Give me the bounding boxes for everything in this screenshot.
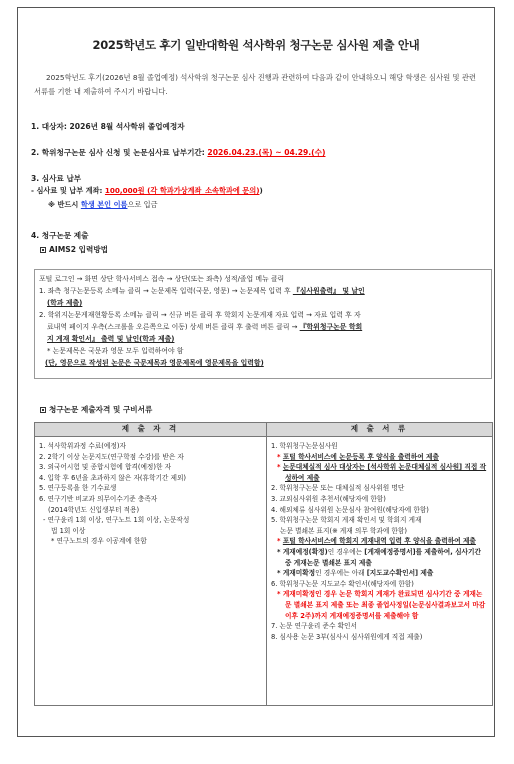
- square-bullet-icon: [40, 407, 46, 413]
- eligibility-item: 6. 연구기반 비교과 의무이수기준 충족자: [39, 494, 158, 503]
- box-line-3: (학과 제출): [47, 299, 83, 307]
- document-bullet-text: 인 경우에는: [327, 547, 365, 556]
- aims2-subheading: [40, 244, 108, 255]
- deposit-note-prefix: ※ 반드시: [48, 200, 81, 209]
- section-2-label: 2. 학위청구논문 심사 신청 및 논문심사료 납부기간:: [31, 148, 208, 157]
- eligibility-item: 4. 입학 후 6년을 초과하지 않은 자(휴학기간 제외): [39, 473, 187, 482]
- submission-period: 2026.04.23.(목) ~ 04.29.(수): [207, 148, 326, 157]
- page-title: 2025학년도 후기 일반대학원 석사학위 청구논문 심사원 제출 안내: [92, 38, 420, 52]
- document-bullet: * 포털 학사서비스에 논문등록 후 양식을 출력하여 제출: [277, 452, 439, 461]
- eligibility-item: 2. 2학기 이상 논문지도(연구학점 수강)를 받은 자: [39, 452, 184, 461]
- deposit-note: [48, 200, 158, 210]
- fee-account-label: - 심사료 및 납부 계좌:: [31, 186, 105, 195]
- document-bullet-text: 포털 학사서비스에 학회지 게재내역 입력 후 양식을 출력하여 제출: [282, 537, 476, 546]
- deposit-note-suffix: 으로 입금: [127, 200, 158, 209]
- requirements-subheading: [40, 404, 152, 415]
- document-item: 5. 학위청구논문 학회지 게재 확인서 및 학회지 게재: [271, 516, 422, 525]
- requirements-subheading-text: 청구논문 제출자격 및 구비서류: [49, 405, 153, 414]
- document-bullet: * 게재미확정인 경우 논문 학회지 게재가 완료되면 심사기간 중 게재논문 별쇄본 표지 제출 또는 최종 졸업사정일(논문심사결과보고서 마감 이후 2주)까지 게재예정증명서를 제출해야 함: [277, 590, 486, 620]
- aims2-subheading-text: AIMS2 입력방법: [49, 245, 108, 254]
- documents-cell: [267, 437, 493, 706]
- document-item: 1. 학위청구논문심사원: [271, 442, 338, 450]
- eligibility-item: * 연구노트의 경우 이공계에 한함: [51, 537, 147, 546]
- document-item: 4. 해외체류 심사위원 논문심사 참여원(해당자에 한함): [271, 505, 429, 514]
- square-bullet-icon: [40, 247, 46, 253]
- box-line-1: 포털 로그인 → 화면 상단 학사서비스 접속 → 상단(또는 좌측) 성적/졸업 메뉴 클릭: [39, 275, 285, 283]
- document-bullet-text: 게재미확정인 경우 논문 학회지 게재가 완료되면 심사기간 중 게재논문 별쇄본 표지 제출 또는 최종 졸업사정일(논문심사결과보고서 마감 이후 2주)까지 게재예정증명서를 제출해야 함: [282, 590, 486, 620]
- box-line-2: [39, 286, 365, 297]
- section-3-label: 3. 심사료 납부: [31, 174, 82, 183]
- document-item: 6. 학위청구논문 지도교수 확인서(해당자에 한함): [271, 579, 414, 588]
- section-4-label: 4. 청구논문 제출: [31, 231, 89, 240]
- document-item: 논문 별쇄본 표지(※ 게재 의무 학과에 한함): [280, 526, 407, 535]
- fee-account-line: [31, 186, 263, 196]
- document-item: 7. 논문 연구윤리 준수 확인서: [271, 622, 357, 631]
- document-item: 2. 학위청구논문 또는 대체실적 심사위원 명단: [271, 484, 405, 493]
- eligibility-item: 3. 외국어시험 및 종합시험에 합격(예정)한 자: [39, 463, 172, 472]
- aims2-instructions-box: [34, 269, 492, 379]
- document-bullet-text: 포털 학사서비스에 논문등록 후 양식을 출력하여 제출: [282, 452, 439, 461]
- section-1-target: 1. 대상자: 2026년 8월 석사학위 졸업예정자: [31, 122, 185, 131]
- document-bullet: * 게재예정(확정)인 경우에는 [게재예정증명서]를 제출하여, 심사기간 중 게재논문 별쇄본 표지 제출: [277, 547, 481, 567]
- box-line-4: 2. 학위지논문게재현황등록 소메뉴 클릭 → 신규 버튼 클릭 후 학회지 논문게재 자료 입력 → 자료 입력 후 자: [39, 311, 361, 319]
- box-line-5-emph: 『학위청구논문 학회: [299, 323, 363, 331]
- eligibility-cell: [35, 437, 267, 706]
- box-line-6: 지 게재 확인서』 출력 및 날인(학과 제출): [47, 335, 175, 343]
- eligibility-item: 1. 석사학위과정 수료(예정)자: [39, 442, 126, 450]
- eligibility-item: 법 1회 이상: [51, 526, 86, 535]
- box-line-2-emph: 『심사원출력』 및 날인: [292, 287, 365, 295]
- document-bullet-text: [지도교수확인서] 제출: [366, 569, 434, 578]
- box-line-5-text: 료내역 페이지 우측(스크롤을 오른쪽으로 이동) 상세 버튼 클릭 후 출력 버튼 클릭 →: [47, 323, 300, 331]
- document-bullet: * 게재미확정인 경우에는 아래 [지도교수확인서] 제출: [277, 569, 434, 578]
- document-bullet-text: [게재예정증명서]를 제출하여, 심사기간 중 게재논문 별쇄본 표지 제출: [285, 547, 481, 567]
- requirements-table: [34, 422, 493, 706]
- eligibility-item: (2014학년도 신입생부터 적용): [48, 505, 140, 514]
- eligibility-item: - 연구윤리 1회 이상, 연구노트 1회 이상, 논문작성: [43, 516, 190, 525]
- document-bullet-text: 논문대체실적 심사 대상자는 [석사학위 논문대체실적 심사원] 직접 작성하여 제출: [282, 463, 487, 482]
- document-item: 3. 교외심사위원 추천서(해당자에 한함): [271, 494, 386, 503]
- fee-amount: 100,000원 (각 학과가상계좌_소속학과에 문의): [104, 186, 260, 195]
- intro-paragraph: 2025학년도 후기(2026년 8월 졸업예정) 석사학위 청구논문 심사 진행과 관련하여 다음과 같이 안내하오니 해당 학생은 심사원 및 관련 서류를 기한 내 제출하여 주시기 바랍니다.: [34, 73, 476, 96]
- box-line-2-text: 1. 좌측 청구논문등록 소메뉴 클릭 → 논문제목 입력(국문, 영문) → 논문제목 입력 후: [39, 287, 293, 295]
- document-item: 8. 심사용 논문 3부(심사시 심사위원에게 직접 제출): [271, 632, 423, 641]
- document-bullet-text: 게재예정(확정): [282, 547, 328, 556]
- document-bullet: * 포털 학사서비스에 학회지 게재내역 입력 후 양식을 출력하여 제출: [277, 537, 476, 546]
- box-line-5: [47, 322, 362, 333]
- document-bullet: * 논문대체실적 심사 대상자는 [석사학위 논문대체실적 심사원] 직접 작성하여 제출: [277, 463, 487, 482]
- header-eligibility: 제 출 자 격: [35, 423, 267, 437]
- fee-close-paren: ): [259, 186, 263, 195]
- eligibility-item: 5. 연구등록을 한 기수료생: [39, 484, 117, 493]
- header-documents: 제 출 서 류: [267, 423, 493, 437]
- box-line-7: * 논문제목은 국문과 영문 모두 입력하여야 함: [47, 347, 184, 355]
- box-line-8: (단, 영문으로 작성된 논문은 국문제목과 영문제목에 영문제목을 입력함): [45, 359, 264, 367]
- student-name-note: 학생 본인 이름: [80, 200, 128, 209]
- section-2-period: [31, 147, 325, 158]
- document-bullet-text: 게재미확정: [282, 569, 316, 578]
- notice-page: [17, 7, 495, 737]
- document-bullet-text: 인 경우에는 아래: [315, 569, 367, 578]
